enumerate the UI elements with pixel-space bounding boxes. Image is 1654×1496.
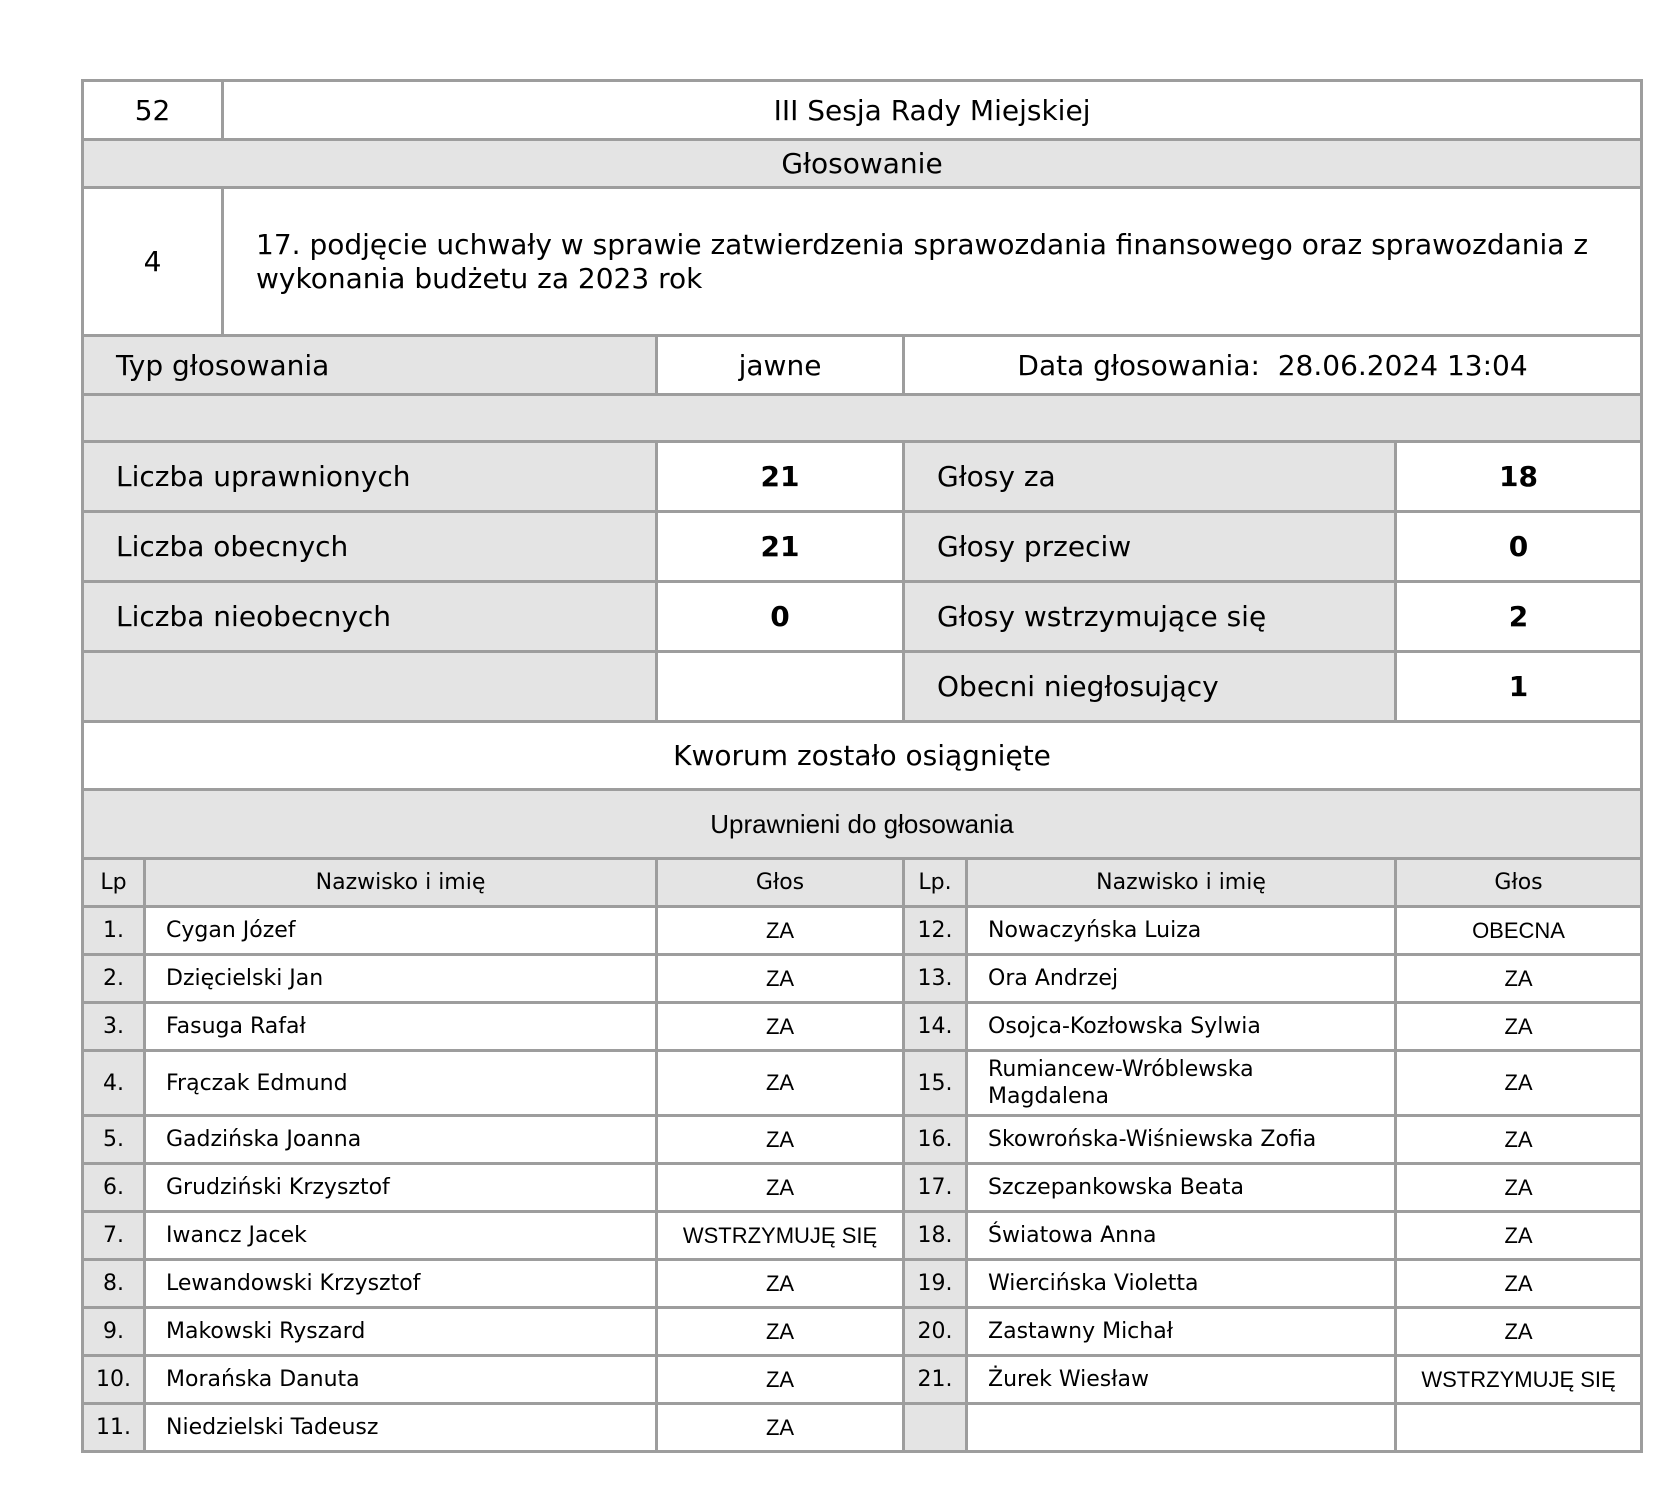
member-lp: 3.: [83, 1003, 145, 1051]
table-row: [83, 1164, 1642, 1212]
session-title: III Sesja Rady Miejskiej: [223, 81, 1642, 140]
col-header-lp: Lp: [83, 859, 145, 907]
member-name: Iwancz Jacek: [145, 1212, 657, 1260]
voting-report-table: [81, 79, 1643, 1453]
member-name: Nowaczyńska Luiza: [967, 907, 1396, 955]
vote-type-label: Typ głosowania: [83, 336, 657, 395]
member-vote: ZA: [657, 1404, 904, 1452]
member-vote: WSTRZYMUJĘ SIĘ: [657, 1212, 904, 1260]
col-header-lp-right: Lp.: [904, 859, 967, 907]
col-header-name: Nazwisko i imię: [145, 859, 657, 907]
member-lp: 13.: [904, 955, 967, 1003]
member-lp: 20.: [904, 1308, 967, 1356]
member-vote: ZA: [657, 1051, 904, 1116]
member-vote: ZA: [1396, 1003, 1642, 1051]
member-lp: 8.: [83, 1260, 145, 1308]
member-vote: ZA: [1396, 1308, 1642, 1356]
member-name: Zastawny Michał: [967, 1308, 1396, 1356]
member-name: Grudziński Krzysztof: [145, 1164, 657, 1212]
member-name: Cygan Józef: [145, 907, 657, 955]
col-header-vote-right: Głos: [1396, 859, 1642, 907]
item-title: 17. podjęcie uchwały w sprawie zatwierdzenia sprawozdania finansowego oraz sprawozdania z wykonania budżetu za 2023 rok: [223, 188, 1642, 336]
member-name: Niedzielski Tadeusz: [145, 1404, 657, 1452]
table-row: [83, 1260, 1642, 1308]
member-vote: ZA: [657, 1356, 904, 1404]
member-lp: 12.: [904, 907, 967, 955]
member-lp: 4.: [83, 1051, 145, 1116]
absent-value: 0: [657, 582, 904, 652]
member-vote: ZA: [657, 1116, 904, 1164]
item-number: 4: [83, 188, 223, 336]
present-value: 21: [657, 512, 904, 582]
member-name: Frączak Edmund: [145, 1051, 657, 1116]
votes-against-value: 0: [1396, 512, 1642, 582]
spacer-row: [83, 395, 1642, 442]
member-lp: 18.: [904, 1212, 967, 1260]
votes-for-label: Głosy za: [904, 442, 1396, 512]
member-lp: 7.: [83, 1212, 145, 1260]
table-row: [83, 1404, 1642, 1452]
member-lp: 14.: [904, 1003, 967, 1051]
vote-date-label: Data głosowania:: [1017, 348, 1260, 382]
member-name: Wiercińska Violetta: [967, 1260, 1396, 1308]
member-lp: 19.: [904, 1260, 967, 1308]
member-vote: ZA: [1396, 1212, 1642, 1260]
nonvoting-value: 1: [1396, 652, 1642, 722]
member-lp: 6.: [83, 1164, 145, 1212]
member-lp: 16.: [904, 1116, 967, 1164]
member-vote: ZA: [1396, 955, 1642, 1003]
member-vote: WSTRZYMUJĘ SIĘ: [1396, 1356, 1642, 1404]
absent-label: Liczba nieobecnych: [83, 582, 657, 652]
member-lp: 15.: [904, 1051, 967, 1116]
nonvoting-label: Obecni niegłosujący: [904, 652, 1396, 722]
member-vote: ZA: [657, 1003, 904, 1051]
table-row: [83, 1051, 1642, 1116]
empty-stat-label: [83, 652, 657, 722]
member-name: Gadzińska Joanna: [145, 1116, 657, 1164]
col-header-vote: Głos: [657, 859, 904, 907]
member-vote: ZA: [657, 1308, 904, 1356]
member-lp: 21.: [904, 1356, 967, 1404]
member-lp: 1.: [83, 907, 145, 955]
member-vote: ZA: [657, 955, 904, 1003]
votes-abstain-value: 2: [1396, 582, 1642, 652]
empty-stat-value: [657, 652, 904, 722]
member-vote: ZA: [657, 907, 904, 955]
member-lp: 11.: [83, 1404, 145, 1452]
member-name: Fasuga Rafał: [145, 1003, 657, 1051]
member-name: Lewandowski Krzysztof: [145, 1260, 657, 1308]
member-name: Osojca-Kozłowska Sylwia: [967, 1003, 1396, 1051]
member-lp: 9.: [83, 1308, 145, 1356]
member-name: Makowski Ryszard: [145, 1308, 657, 1356]
member-name: Skowrońska-Wiśniewska Zofia: [967, 1116, 1396, 1164]
member-lp: 2.: [83, 955, 145, 1003]
table-row: [83, 955, 1642, 1003]
member-name: Światowa Anna: [967, 1212, 1396, 1260]
member-vote: OBECNA: [1396, 907, 1642, 955]
present-label: Liczba obecnych: [83, 512, 657, 582]
member-vote: ZA: [657, 1260, 904, 1308]
empty-lp-cell: [904, 1404, 967, 1452]
member-name: Rumiancew-Wróblewska Magdalena: [967, 1051, 1396, 1116]
member-lp: 10.: [83, 1356, 145, 1404]
vote-date-value: 28.06.2024 13:04: [1277, 348, 1528, 382]
quorum-status: Kworum zostało osiągnięte: [83, 722, 1642, 790]
member-name: Dzięcielski Jan: [145, 955, 657, 1003]
session-number: 52: [83, 81, 223, 140]
eligible-value: 21: [657, 442, 904, 512]
member-vote: ZA: [657, 1164, 904, 1212]
member-vote: ZA: [1396, 1260, 1642, 1308]
votes-for-value: 18: [1396, 442, 1642, 512]
member-name: Morańska Danuta: [145, 1356, 657, 1404]
vote-type-value: jawne: [657, 336, 904, 395]
list-title: Uprawnieni do głosowania: [83, 790, 1642, 859]
col-header-name-right: Nazwisko i imię: [967, 859, 1396, 907]
member-name: Szczepankowska Beata: [967, 1164, 1396, 1212]
votes-against-label: Głosy przeciw: [904, 512, 1396, 582]
member-name: Ora Andrzej: [967, 955, 1396, 1003]
section-title: Głosowanie: [83, 140, 1642, 188]
empty-vote-cell: [1396, 1404, 1642, 1452]
member-vote: ZA: [1396, 1164, 1642, 1212]
table-row: [83, 1003, 1642, 1051]
table-row: [83, 1116, 1642, 1164]
empty-name-cell: [967, 1404, 1396, 1452]
member-lp: 5.: [83, 1116, 145, 1164]
vote-date: [904, 336, 1642, 395]
table-row: [83, 907, 1642, 955]
votes-abstain-label: Głosy wstrzymujące się: [904, 582, 1396, 652]
member-name: Żurek Wiesław: [967, 1356, 1396, 1404]
table-row: [83, 1356, 1642, 1404]
table-row: [83, 1308, 1642, 1356]
member-vote: ZA: [1396, 1116, 1642, 1164]
table-row: [83, 1212, 1642, 1260]
member-vote: ZA: [1396, 1051, 1642, 1116]
member-lp: 17.: [904, 1164, 967, 1212]
eligible-label: Liczba uprawnionych: [83, 442, 657, 512]
